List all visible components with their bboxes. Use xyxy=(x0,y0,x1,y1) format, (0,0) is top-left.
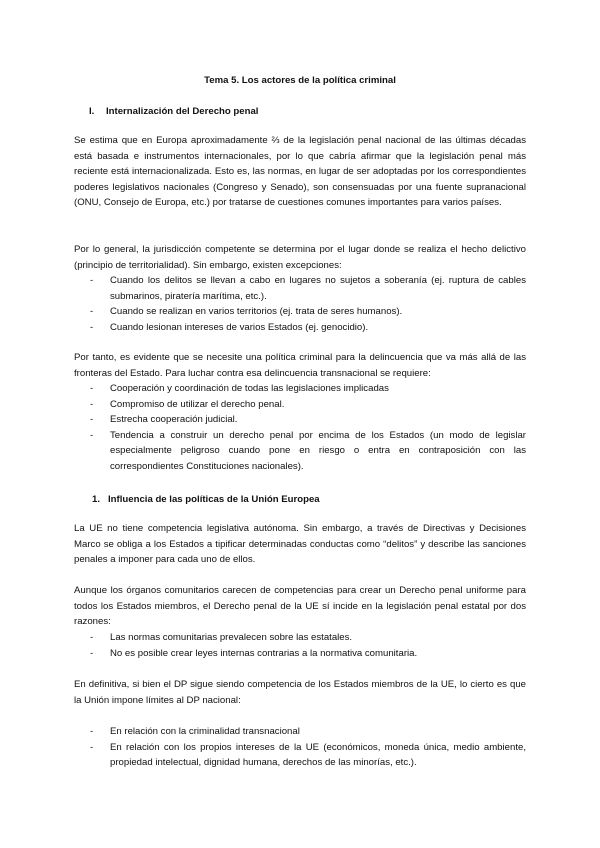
list-item-text: Cuando se realizan en varios territorios (ej. trata de seres humanos). xyxy=(110,306,403,317)
list-item-text: Las normas comunitarias prevalecen sobre las estatales. xyxy=(110,632,353,643)
list-item-text: En relación con la criminalidad transnacional xyxy=(110,726,300,737)
list-item-text: Cuando lesionan intereses de varios Estados (ej. genocidio). xyxy=(110,321,369,333)
page-title: Tema 5. Los actores de la política criminal xyxy=(204,75,396,86)
list-item-text: Tendencia a construir un derecho penal por encima de los Estados (un modo de legislar especialmente peligroso cuando pone en riesgo o entra en contraposición con las correspondientes Constituciones nacionales). xyxy=(110,429,526,472)
limits-list xyxy=(74,724,526,771)
bullet-dash: - xyxy=(90,632,94,643)
section-title: Internalización del Derecho penal xyxy=(106,106,259,117)
bullet-dash: - xyxy=(90,306,94,317)
paragraph: La UE no tiene competencia legislativa autónoma. Sin embargo, a través de Directivas y Decisiones Marco se obliga a los Estados a tipificar determinadas conductas como “delitos” y describe las sanciones penales a imponer para cada uno de ellos. xyxy=(74,523,526,565)
list-item xyxy=(74,273,526,304)
list-item xyxy=(74,724,526,740)
bullet-dash: - xyxy=(90,647,94,659)
list-item xyxy=(74,381,526,397)
paragraph: Se estima que en Europa aproximadamente ⅔ de la legislación penal nacional de las últimas décadas está basada e instrumentos internacionales, por lo que cabría afirmar que la legislación penal más reciente está internacionalizada. Esto es, las normas, en lugar de ser adoptadas por los correspondientes poderes legislativos nacionales (Congreso y Senado), son consensuadas por una fuente supranacional (ONU, Consejo de Europa, etc.) por tratarse de cuestiones comunes importantes para varios países. xyxy=(74,135,526,208)
bullet-dash: - xyxy=(90,429,94,441)
reasons-list xyxy=(74,630,526,661)
bullet-dash: - xyxy=(90,383,94,394)
exceptions-list xyxy=(74,273,526,335)
section-title: Influencia de las políticas de la Unión Europea xyxy=(108,494,320,505)
requirements-list xyxy=(74,381,526,474)
list-item xyxy=(74,630,526,646)
list-item xyxy=(74,304,526,320)
bullet-dash: - xyxy=(90,726,94,737)
list-item xyxy=(74,646,526,662)
list-item-text: No es posible crear leyes internas contrarias a la normativa comunitaria. xyxy=(110,647,418,659)
list-item xyxy=(74,428,526,475)
list-item xyxy=(74,412,526,428)
paragraph: Por tanto, es evidente que se necesite una política criminal para la delincuencia que va más allá de las fronteras del Estado. Para luchar contra esa delincuencia transnacional se requiere: xyxy=(74,352,526,379)
list-item-text: Compromiso de utilizar el derecho penal. xyxy=(110,398,285,410)
bullet-dash: - xyxy=(90,275,94,286)
paragraph: Aunque los órganos comunitarios carecen de competencias para crear un Derecho penal uniforme para todos los Estados miembros, el Derecho penal de la UE sí incide en la legislación penal estatal por dos razones: xyxy=(74,585,526,627)
list-item-text: En relación con los propios intereses de la UE (económicos, moneda única, medio ambiente, propiedad intelectual, dignidad humana, derechos de las minorías, etc.). xyxy=(110,741,526,768)
list-item xyxy=(74,740,526,771)
bullet-dash: - xyxy=(90,414,94,425)
list-item-text: Cooperación y coordinación de todas las legislaciones implicadas xyxy=(110,383,389,394)
list-item xyxy=(74,397,526,413)
list-item xyxy=(74,320,526,336)
bullet-dash: - xyxy=(90,398,94,410)
paragraph: En definitiva, si bien el DP sigue siendo competencia de los Estados miembros de la UE, lo cierto es que la Unión impone límites al DP nacional: xyxy=(74,679,526,706)
paragraph: Por lo general, la jurisdicción competente se determina por el lugar donde se realiza el hecho delictivo (principio de territorialidad). Sin embargo, existen excepciones: xyxy=(74,244,526,271)
list-item-text: Estrecha cooperación judicial. xyxy=(110,414,238,425)
section-number: 1. xyxy=(92,494,101,505)
bullet-dash: - xyxy=(90,741,94,753)
bullet-dash: - xyxy=(90,321,94,333)
section-number: I. xyxy=(89,106,95,117)
list-item-text: Cuando los delitos se llevan a cabo en lugares no sujetos a soberanía (ej. ruptura de cables submarinos, piratería marítima, etc.). xyxy=(110,275,526,302)
